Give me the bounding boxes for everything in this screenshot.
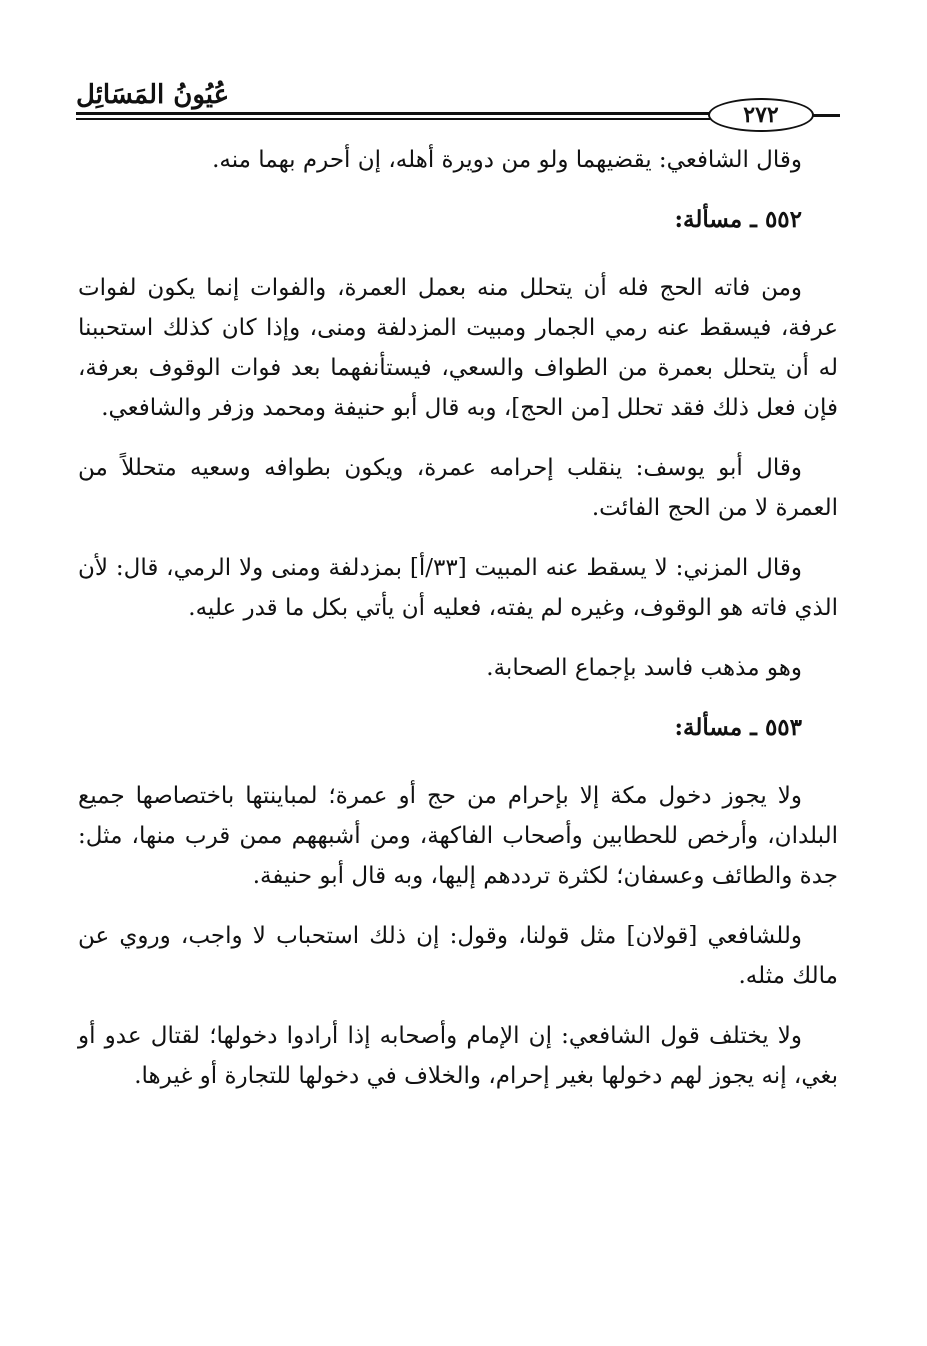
paragraph: ومن فاته الحج فله أن يتحلل منه بعمل العمرة، والفوات إنما يكون لفوات عرفة، فيسقط عنه رمي الجمار ومبيت المزدلفة ومنى، وإذا كان كذلك استحببنا له أن يتحلل بعمرة من الطواف والسعي، فيستأنفهما بعد فوات الوقوف بعرفة، فإن فعل ذلك فقد تحلل [من الحج]، وبه قال أبو حنيفة ومحمد وزفر والشافعي. [78,275,839,421]
header-rule-thin [76,118,710,120]
issue-heading: ٥٥٣ ـ مسألة: [674,714,802,741]
page-number: ٢٧٢ [708,98,814,132]
paragraph: وهو مذهب فاسد بإجماع الصحابة. [486,655,802,681]
running-title: عُيُونُ المَسَائِل [76,80,230,110]
page-header [76,70,840,130]
paragraph: ولا يختلف قول الشافعي: إن الإمام وأصحابه إذا أرادوا دخولها؛ لقتال عدو أو بغي، إنه يجوز لهم دخولها بغير إحرام، والخلاف في دخولها للتجارة أو غيرها. [78,1023,838,1089]
paragraph: وقال المزني: لا يسقط عنه المبيت [٣٣/أ] بمزدلفة ومنى ولا الرمي، قال: لأن الذي فاته هو الوقوف، وغيره لم يفته، فعليه أن يأتي بكل ما قدر عليه. [78,555,838,621]
paragraph: وقال الشافعي: يقضيهما ولو من دويرة أهله، إن أحرم بهما منه. [212,147,802,173]
paragraph: وللشافعي [قولان] مثل قولنا، وقول: إن ذلك استحباب لا واجب، وروي عن مالك مثله. [78,923,838,989]
paragraph: ولا يجوز دخول مكة إلا بإحرام من حج أو عمرة؛ لمباينتها باختصاصها جميع البلدان، وأرخص للحطابين وأصحاب الفاكهة، ومن أشبههم ممن قرب منها، مثل: جدة والطائف وعسفان؛ لكثرة ترددهم إليها، وبه قال أبو حنيفة. [78,783,838,889]
paragraph: وقال أبو يوسف: ينقلب إحرامه عمرة، ويكون بطوافه وسعيه متحللاً من العمرة لا من الحج الفائت. [78,455,838,521]
issue-heading: ٥٥٢ ـ مسألة: [674,206,802,233]
header-rule [76,112,710,115]
page-body [78,140,838,1116]
header-rule-end [812,114,840,117]
